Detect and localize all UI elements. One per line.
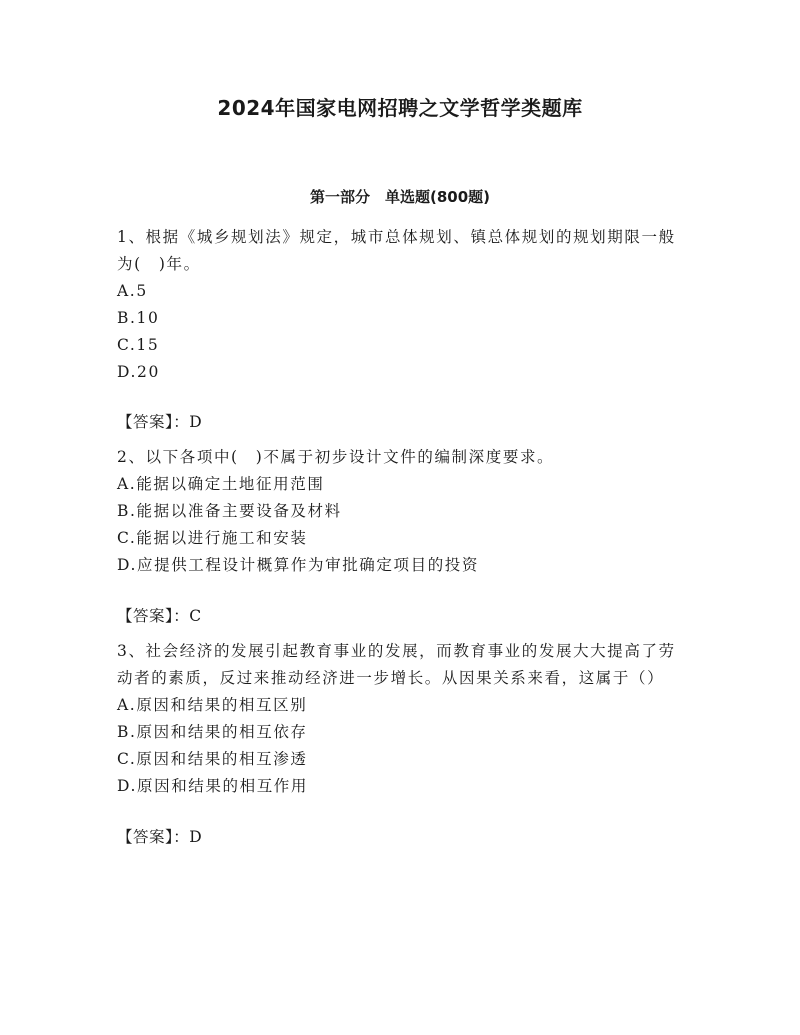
answer-value: C <box>189 607 202 625</box>
answer-value: D <box>189 828 203 846</box>
option-b: B.10 <box>117 309 160 327</box>
option-a: A.原因和结果的相互区别 <box>117 696 308 714</box>
option-c: C.能据以进行施工和安装 <box>117 529 308 547</box>
question-stem: 3、社会经济的发展引起教育事业的发展，而教育事业的发展大大提高了劳动者的素质，反过来推动经济进一步增长。从因果关系来看，这属于（） <box>117 642 676 687</box>
question-stem: 2、以下各项中( )不属于初步设计文件的编制深度要求。 <box>117 448 555 466</box>
answer-label: 【答案】： <box>117 828 190 846</box>
question-list <box>117 224 687 859</box>
question-item <box>117 638 687 851</box>
answer-line <box>117 824 687 851</box>
answer-value: D <box>189 413 203 431</box>
section-title: 第一部分 单选题(800题) <box>309 188 491 206</box>
question-item <box>117 224 687 436</box>
answer-line <box>117 409 687 436</box>
option-a: A.能据以确定土地征用范围 <box>117 475 325 493</box>
option-b: B.能据以准备主要设备及材料 <box>117 502 342 520</box>
option-b: B.原因和结果的相互依存 <box>117 723 308 741</box>
page-title: 2024年国家电网招聘之文学哲学类题库 <box>217 96 583 120</box>
answer-line <box>117 603 687 630</box>
option-d: D.原因和结果的相互作用 <box>117 777 309 795</box>
question-item <box>117 444 687 630</box>
answer-label: 【答案】： <box>117 413 190 431</box>
option-a: A.5 <box>117 282 148 300</box>
option-d: D.20 <box>117 363 160 381</box>
option-d: D.应提供工程设计概算作为审批确定项目的投资 <box>117 556 480 574</box>
question-stem: 1、根据《城乡规划法》规定，城市总体规划、镇总体规划的规划期限一般为( )年。 <box>117 228 676 273</box>
option-c: C.原因和结果的相互渗透 <box>117 750 308 768</box>
answer-label: 【答案】： <box>117 607 190 625</box>
option-c: C.15 <box>117 336 160 354</box>
